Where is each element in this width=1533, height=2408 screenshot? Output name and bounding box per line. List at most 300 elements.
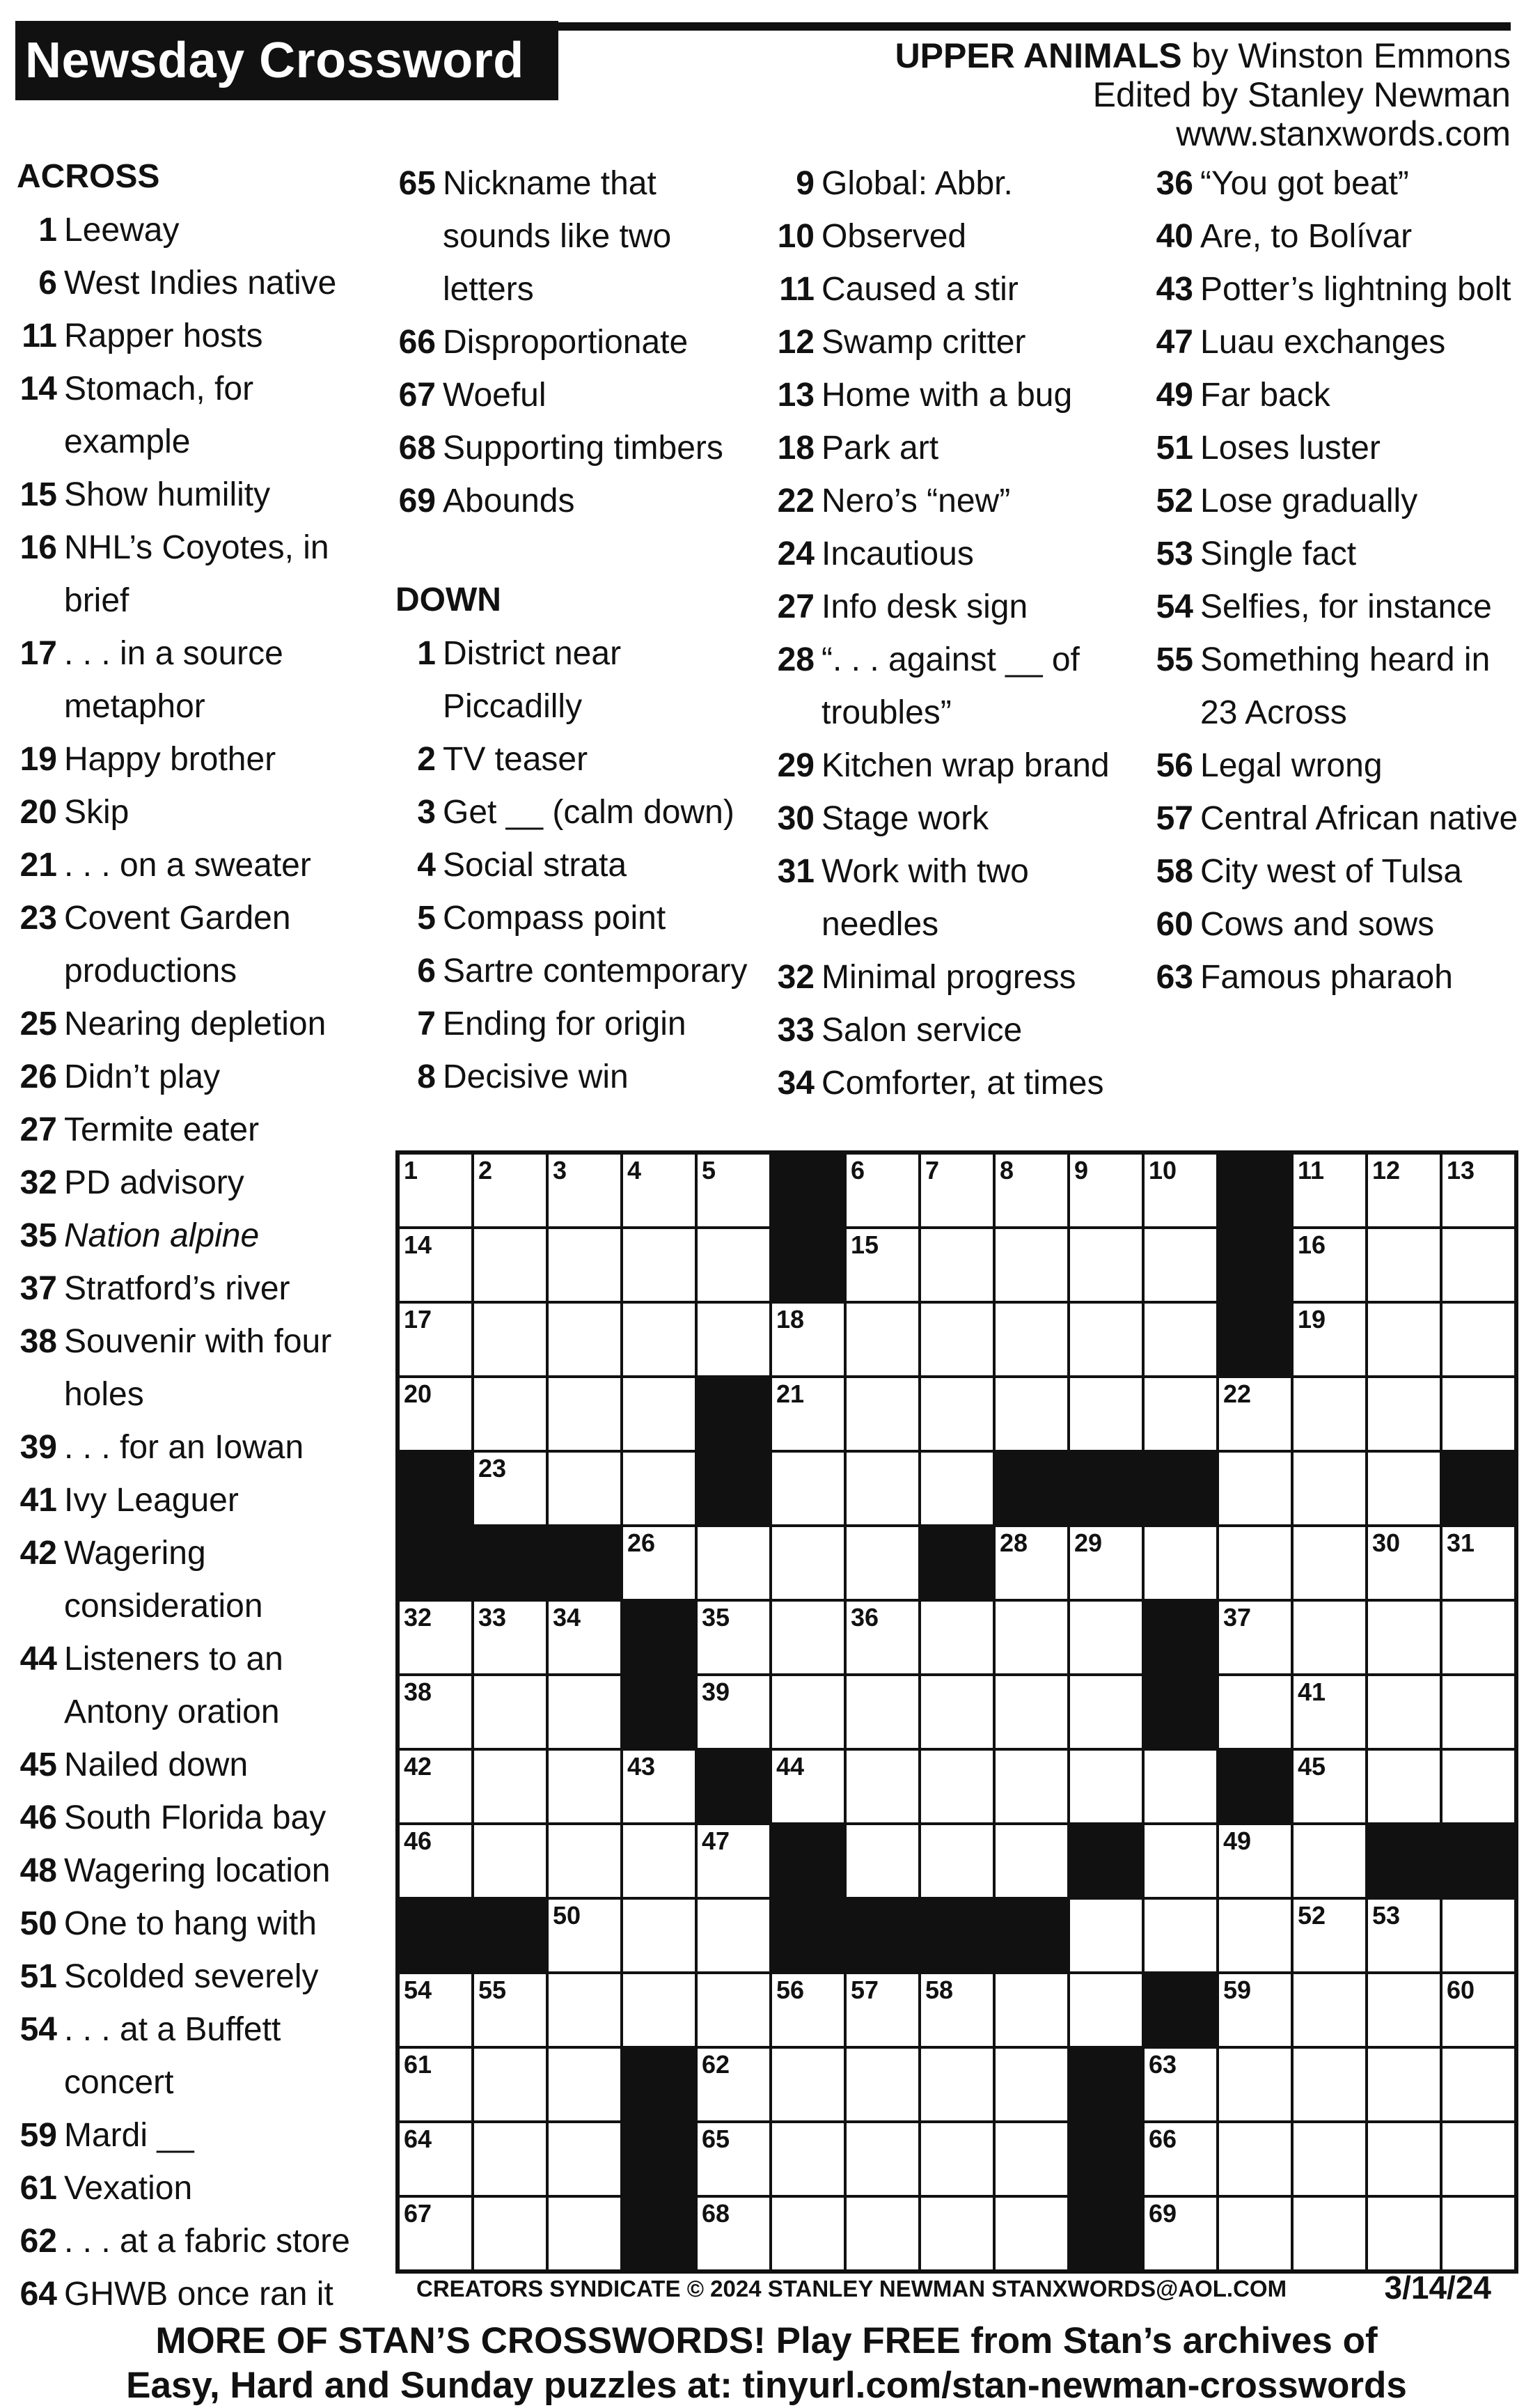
grid-cell[interactable] [1143,1228,1218,1302]
grid-cell[interactable] [696,2122,771,2196]
grid-cell[interactable] [1292,1898,1367,1973]
grid-cell[interactable] [845,1228,920,1302]
grid-cell[interactable] [1441,1749,1516,1824]
grid-cell[interactable] [1441,1228,1516,1302]
grid-cell[interactable] [1218,1526,1292,1600]
grid-cell[interactable] [622,1526,696,1600]
down-clue-55 [1153,634,1522,740]
grid-cell[interactable] [1218,1824,1292,1898]
grid-cell[interactable] [473,1228,547,1302]
grid-cell[interactable] [1367,1600,1441,1675]
grid-cell[interactable] [1367,1973,1441,2047]
down-clue-31 [774,845,1136,951]
clue-text: Cows and sows [1200,906,1435,943]
grid-cell[interactable] [1218,1898,1292,1973]
cell-number: 12 [1372,1156,1401,1185]
grid-cell[interactable] [994,1675,1069,1749]
grid-cell[interactable] [473,2196,547,2271]
grid-cell[interactable] [845,1302,920,1377]
clue-text: Observed [821,218,967,255]
grid-cell[interactable] [1292,1973,1367,2047]
grid-block [1143,1600,1218,1675]
grid-cell[interactable] [547,1675,622,1749]
grid-cell[interactable] [473,1973,547,2047]
grid-cell[interactable] [1143,1898,1218,1973]
clue-column-3 [774,157,1136,1110]
clue-text: Comforter, at times [821,1065,1104,1102]
grid-cell[interactable] [1143,1824,1218,1898]
down-clue-53 [1153,528,1522,581]
grid-cell[interactable] [473,1749,547,1824]
grid-cell[interactable] [1367,2047,1441,2122]
grid-cell[interactable] [473,1824,547,1898]
clue-text: Souvenir with four holes [64,1323,332,1413]
grid-cell[interactable] [1069,1749,1143,1824]
clue-column-4 [1153,157,1522,1004]
cell-number: 29 [1074,1529,1103,1557]
grid-cell[interactable] [398,1675,473,1749]
grid-cell[interactable] [1069,1600,1143,1675]
grid-cell[interactable] [398,1302,473,1377]
grid-cell[interactable] [1441,1898,1516,1973]
grid-cell[interactable] [398,1600,473,1675]
grid-cell[interactable] [1143,1526,1218,1600]
grid-cell[interactable] [1143,1153,1218,1228]
grid-cell[interactable] [473,1377,547,1451]
grid-cell[interactable] [1441,1377,1516,1451]
cell-number: 56 [776,1976,805,2004]
grid-cell[interactable] [1367,1377,1441,1451]
grid-cell[interactable] [473,1153,547,1228]
clue-text: Nation alpine [64,1217,260,1254]
clue-number: 12 [777,324,815,361]
clue-number: 20 [19,794,57,831]
grid-cell[interactable] [1292,2047,1367,2122]
clue-text: . . . on a sweater [64,847,311,884]
grid-cell[interactable] [994,1302,1069,1377]
grid-cell[interactable] [1218,1675,1292,1749]
grid-cell[interactable] [920,1377,994,1451]
grid-block [920,1898,994,1973]
cell-number: 17 [404,1305,432,1334]
grid-cell[interactable] [473,2047,547,2122]
grid-cell[interactable] [920,2196,994,2271]
grid-cell[interactable] [1292,2196,1367,2271]
grid-cell[interactable] [1292,1749,1367,1824]
grid-cell[interactable] [398,1228,473,1302]
clue-number: 17 [19,635,57,672]
grid-cell[interactable] [994,1153,1069,1228]
grid-cell[interactable] [622,1302,696,1377]
grid-cell[interactable] [1069,1973,1143,2047]
grid-cell[interactable] [994,2122,1069,2196]
clue-number: 34 [777,1065,815,1102]
grid-block [473,1526,547,1600]
across-clue-42 [17,1527,365,1633]
down-clue-29 [774,740,1136,792]
grid-cell[interactable] [1218,2196,1292,2271]
grid-cell[interactable] [1218,1600,1292,1675]
grid-cell[interactable] [845,2122,920,2196]
grid-cell[interactable] [696,1153,771,1228]
cell-number: 28 [1000,1529,1028,1557]
grid-cell[interactable] [920,1749,994,1824]
grid-cell[interactable] [845,2196,920,2271]
grid-cell[interactable] [845,2047,920,2122]
grid-cell[interactable] [1441,2122,1516,2196]
clue-number: 30 [777,800,815,837]
grid-cell[interactable] [845,1451,920,1526]
grid-cell[interactable] [994,1749,1069,1824]
grid-cell[interactable] [1218,1377,1292,1451]
grid-cell[interactable] [920,1675,994,1749]
grid-cell[interactable] [771,1451,845,1526]
grid-cell[interactable] [1069,1675,1143,1749]
grid-cell[interactable] [1367,1228,1441,1302]
grid-cell[interactable] [1143,1302,1218,1377]
cell-number: 50 [553,1901,581,1930]
grid-cell[interactable] [696,1973,771,2047]
across-clue-51 [17,1950,365,2003]
grid-block [1367,1824,1441,1898]
grid-cell[interactable] [771,1302,845,1377]
grid-cell[interactable] [622,1153,696,1228]
grid-cell[interactable] [547,1153,622,1228]
clue-text: Info desk sign [821,588,1028,625]
crossword-grid [395,1150,1518,2274]
across-clue-62 [17,2215,365,2268]
grid-cell[interactable] [696,1526,771,1600]
clue-text: Ending for origin [443,1006,686,1042]
grid-cell[interactable] [994,1377,1069,1451]
grid-cell[interactable] [398,1153,473,1228]
grid-cell[interactable] [473,2122,547,2196]
grid-cell[interactable] [845,1600,920,1675]
grid-cell[interactable] [994,1526,1069,1600]
grid-cell[interactable] [547,1749,622,1824]
grid-cell[interactable] [920,1302,994,1377]
across-clue-21 [17,839,365,892]
grid-cell[interactable] [1441,1600,1516,1675]
across-clue-38 [17,1315,365,1421]
clue-text: “. . . against __ of troubles” [821,641,1080,731]
grid-cell[interactable] [845,1377,920,1451]
cell-number: 9 [1074,1156,1089,1185]
grid-cell[interactable] [994,2196,1069,2271]
grid-cell[interactable] [771,1526,845,1600]
grid-cell[interactable] [1143,1377,1218,1451]
down-clue-57 [1153,792,1522,845]
cell-number: 32 [404,1603,432,1632]
grid-cell[interactable] [994,1228,1069,1302]
clue-number: 31 [777,853,815,890]
clue-number: 21 [19,847,57,884]
grid-cell[interactable] [771,1377,845,1451]
grid-block [622,1675,696,1749]
down-clue-47 [1153,316,1522,369]
across-clue-64 [17,2268,365,2321]
cell-number: 41 [1298,1678,1326,1706]
grid-cell[interactable] [1441,1526,1516,1600]
grid-cell[interactable] [473,1600,547,1675]
grid-cell[interactable] [1441,2047,1516,2122]
grid-cell[interactable] [696,1898,771,1973]
grid-cell[interactable] [920,1228,994,1302]
grid-cell[interactable] [1367,1526,1441,1600]
grid-block [696,1749,771,1824]
grid-block [994,1451,1069,1526]
grid-cell[interactable] [398,1824,473,1898]
grid-block [622,2122,696,2196]
grid-cell[interactable] [473,1302,547,1377]
across-clue-37 [17,1262,365,1315]
grid-block [622,2047,696,2122]
grid-cell[interactable] [1441,1153,1516,1228]
grid-cell[interactable] [1367,1675,1441,1749]
grid-block [1069,2122,1143,2196]
grid-cell[interactable] [696,1302,771,1377]
grid-cell[interactable] [1218,1973,1292,2047]
cell-number: 53 [1372,1901,1401,1930]
grid-cell[interactable] [547,1377,622,1451]
clue-text: Nearing depletion [64,1006,327,1042]
grid-cell[interactable] [547,1600,622,1675]
grid-cell[interactable] [1292,1675,1367,1749]
grid-block [920,1526,994,1600]
grid-cell[interactable] [1367,1153,1441,1228]
grid-cell[interactable] [473,1675,547,1749]
grid-cell[interactable] [845,1749,920,1824]
grid-cell[interactable] [1367,2122,1441,2196]
clue-text: Wagering location [64,1852,331,1889]
grid-cell[interactable] [771,2122,845,2196]
grid-cell[interactable] [696,1228,771,1302]
cell-number: 45 [1298,1752,1326,1781]
grid-cell[interactable] [771,2047,845,2122]
clue-column-2 [395,157,757,1104]
grid-cell[interactable] [920,1973,994,2047]
grid-cell[interactable] [1292,1228,1367,1302]
grid-cell[interactable] [547,1898,622,1973]
clue-number: 22 [777,483,815,519]
cell-number: 65 [702,2125,730,2153]
clue-text: Far back [1200,377,1330,414]
down-clue-5 [395,892,757,945]
grid-cell[interactable] [398,1749,473,1824]
clue-number: 68 [398,430,436,467]
clue-text: Lose gradually [1200,483,1418,519]
grid-cell[interactable] [920,1824,994,1898]
grid-cell[interactable] [547,1973,622,2047]
grid-cell[interactable] [845,1526,920,1600]
grid-block [622,1600,696,1675]
grid-cell[interactable] [1069,1526,1143,1600]
grid-cell[interactable] [547,2047,622,2122]
grid-cell[interactable] [547,2122,622,2196]
grid-cell[interactable] [1367,1302,1441,1377]
footer-promo [0,2319,1533,2408]
grid-cell[interactable] [1069,1898,1143,1973]
grid-cell[interactable] [771,1749,845,1824]
clue-number: 56 [1156,747,1193,784]
grid-cell[interactable] [1367,1451,1441,1526]
grid-cell[interactable] [1441,1302,1516,1377]
grid-cell[interactable] [1292,1302,1367,1377]
grid-cell[interactable] [547,2196,622,2271]
grid-cell[interactable] [696,1600,771,1675]
clue-text: Single fact [1200,535,1357,572]
clue-number: 38 [19,1323,57,1360]
grid-cell[interactable] [1441,1973,1516,2047]
grid-cell[interactable] [473,1451,547,1526]
grid-cell[interactable] [845,1973,920,2047]
cell-number: 55 [478,1976,507,2004]
clue-number: 5 [417,900,436,937]
grid-cell[interactable] [622,1824,696,1898]
grid-cell[interactable] [398,1973,473,2047]
grid-cell[interactable] [547,1824,622,1898]
clue-number: 57 [1156,800,1193,837]
clue-number: 45 [19,1746,57,1783]
down-clue-30 [774,792,1136,845]
grid-cell[interactable] [398,2196,473,2271]
grid-cell[interactable] [1292,1600,1367,1675]
grid-cell[interactable] [1367,1898,1441,1973]
grid-cell[interactable] [1143,1749,1218,1824]
grid-cell[interactable] [1069,1228,1143,1302]
cell-number: 10 [1149,1156,1177,1185]
grid-cell[interactable] [547,1451,622,1526]
grid-cell[interactable] [845,1824,920,1898]
across-clue-6 [17,257,365,310]
across-clue-48 [17,1845,365,1898]
grid-cell[interactable] [845,1153,920,1228]
down-clue-13 [774,369,1136,422]
grid-cell[interactable] [920,1153,994,1228]
grid-cell[interactable] [622,1973,696,2047]
clue-text: Minimal progress [821,959,1076,996]
grid-cell[interactable] [845,1675,920,1749]
across-clue-15 [17,469,365,522]
grid-cell[interactable] [920,1451,994,1526]
clue-text: Disproportionate [443,324,689,361]
grid-cell[interactable] [1218,1451,1292,1526]
grid-cell[interactable] [622,1898,696,1973]
puzzle-title: UPPER ANIMALS [895,36,1182,75]
clue-number: 42 [19,1535,57,1572]
grid-cell[interactable] [1292,1526,1367,1600]
grid-cell[interactable] [1069,1377,1143,1451]
clue-number: 18 [777,430,815,467]
grid-cell[interactable] [696,1824,771,1898]
grid-cell[interactable] [771,2196,845,2271]
grid-cell[interactable] [1069,1302,1143,1377]
cell-number: 6 [851,1156,865,1185]
grid-cell[interactable] [398,1377,473,1451]
grid-cell[interactable] [771,1973,845,2047]
down-clue-40 [1153,210,1522,263]
grid-cell[interactable] [994,1600,1069,1675]
grid-cell[interactable] [1292,1153,1367,1228]
down-clue-33 [774,1004,1136,1057]
grid-cell[interactable] [920,1600,994,1675]
grid-cell[interactable] [994,2047,1069,2122]
grid-cell[interactable] [696,2196,771,2271]
cell-number: 30 [1372,1529,1401,1557]
puzzle-date: 3/14/24 [1384,2269,1491,2306]
grid-cell[interactable] [1292,1451,1367,1526]
grid-cell[interactable] [622,1377,696,1451]
grid-cell[interactable] [994,1824,1069,1898]
grid-block [1441,1451,1516,1526]
clue-number: 11 [22,318,57,354]
clue-number: 26 [19,1058,57,1095]
grid-cell[interactable] [696,2047,771,2122]
grid-cell[interactable] [1441,1675,1516,1749]
down-clue-18 [774,422,1136,475]
grid-cell[interactable] [1292,1377,1367,1451]
cell-number: 43 [627,1752,656,1781]
author-line: by Winston Emmons [1181,36,1511,75]
grid-cell[interactable] [1292,2122,1367,2196]
grid-cell[interactable] [1367,2196,1441,2271]
grid-cell[interactable] [771,1675,845,1749]
clue-text: Didn’t play [64,1058,221,1095]
grid-block [1069,1824,1143,1898]
clue-text: Global: Abbr. [821,165,1013,202]
grid-block [398,1526,473,1600]
grid-cell[interactable] [771,1600,845,1675]
across-clue-67 [395,369,757,422]
grid-cell[interactable] [398,2047,473,2122]
clue-number: 1 [38,212,57,249]
clue-text: Covent Garden productions [64,900,291,990]
grid-cell[interactable] [696,1675,771,1749]
down-clue-56 [1153,740,1522,792]
grid-cell[interactable] [1218,2122,1292,2196]
grid-cell[interactable] [1143,2196,1218,2271]
grid-cell[interactable] [920,2122,994,2196]
grid-cell[interactable] [1069,1153,1143,1228]
grid-cell[interactable] [1441,2196,1516,2271]
grid-cell[interactable] [622,1749,696,1824]
clue-number: 55 [1156,641,1193,678]
clue-number: 24 [777,535,815,572]
grid-cell[interactable] [920,2047,994,2122]
clue-number: 27 [777,588,815,625]
grid-cell[interactable] [1367,1749,1441,1824]
cell-number: 35 [702,1603,730,1632]
grid-cell[interactable] [1218,2047,1292,2122]
cell-number: 19 [1298,1305,1326,1334]
clue-number: 54 [1156,588,1193,625]
across-clue-54 [17,2003,365,2109]
grid-cell[interactable] [622,1228,696,1302]
grid-cell[interactable] [622,1451,696,1526]
grid-cell[interactable] [547,1228,622,1302]
clue-number: 36 [1156,165,1193,202]
down-clue-32 [774,951,1136,1004]
grid-cell[interactable] [1292,1824,1367,1898]
grid-cell[interactable] [1143,2047,1218,2122]
grid-cell[interactable] [398,2122,473,2196]
grid-cell[interactable] [994,1973,1069,2047]
clue-number: 2 [417,741,436,778]
clue-text: Stage work [821,800,989,837]
grid-cell[interactable] [547,1302,622,1377]
grid-cell[interactable] [1143,2122,1218,2196]
across-clue-25 [17,998,365,1051]
